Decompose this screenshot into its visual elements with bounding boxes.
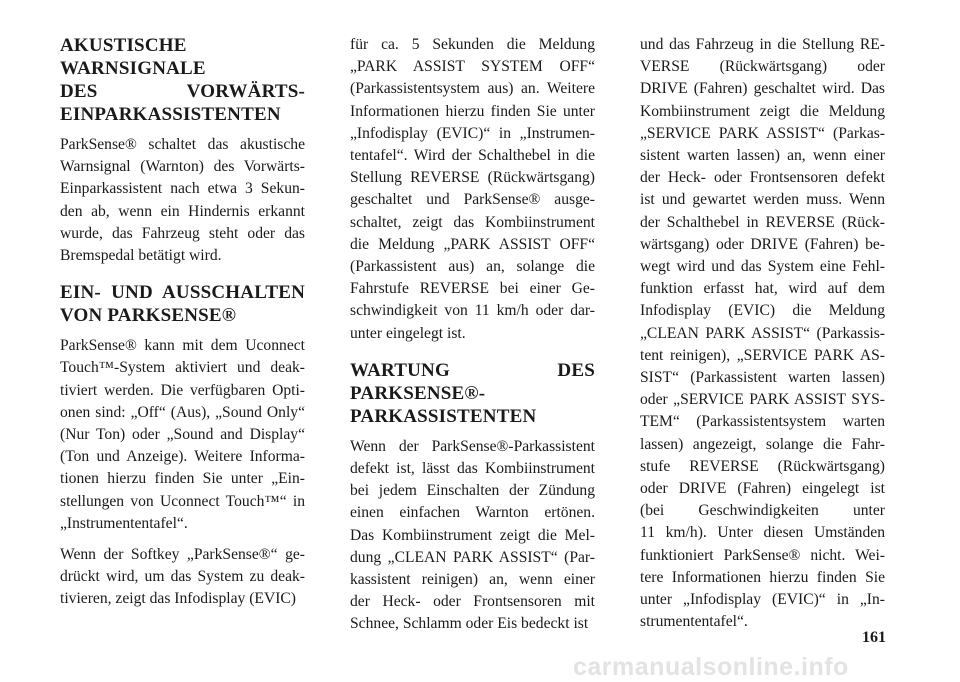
- text-line: funktioniert ParkSense® nicht. Wei-: [640, 546, 885, 564]
- body-paragraph: [60, 134, 305, 267]
- text-line: ParkSense® schaltet das akustische: [60, 136, 305, 153]
- text-line: oder DRIVE (Fahren) eingelegt ist: [640, 480, 885, 498]
- text-line: ist und gewartet werden muss. Wenn: [640, 191, 885, 209]
- text-line: 11 km/h). Unter diesen Umständen: [640, 524, 885, 542]
- text-line: EIN- UND AUSSCHALTEN: [60, 282, 305, 304]
- body-paragraph: [350, 34, 595, 345]
- text-line: (Parkassistentsystem aus) an. Weitere: [350, 80, 595, 98]
- text-line: „CLEAN PARK ASSIST“ (Parkassis-: [640, 324, 885, 342]
- text-line: stufe REVERSE (Rückwärtsgang): [640, 457, 885, 475]
- text-line: Bremspedal betätigt wird.: [60, 247, 222, 265]
- text-line: wegt wird und das System eine Fehl-: [640, 258, 885, 276]
- body-paragraph: [60, 544, 305, 611]
- section-heading: [60, 281, 305, 327]
- text-line: EINPARKASSISTENTEN: [60, 104, 281, 125]
- text-line: der Heck- oder Frontsensoren defekt: [640, 169, 885, 187]
- text-line: der Schalthebel in REVERSE (Rück-: [640, 213, 885, 231]
- text-line: (Parkassistent aus) an, solange die: [350, 258, 595, 276]
- text-line: sistent warten lassen) an, wenn einer: [640, 147, 885, 165]
- text-line: die Meldung „PARK ASSIST OFF“: [350, 235, 595, 253]
- text-line: VON PARKSENSE®: [60, 305, 237, 327]
- text-line: WARTUNG DES: [350, 359, 595, 381]
- text-line: ParkSense® kann mit dem Uconnect: [60, 337, 305, 355]
- text-column-3: [640, 34, 885, 642]
- text-line: Stellung REVERSE (Rückwärtsgang): [350, 169, 595, 187]
- text-line: Fahrstufe REVERSE bei einer Ge-: [350, 280, 595, 298]
- text-line: geschaltet und ParkSense® ausge-: [350, 191, 595, 209]
- text-line: „Infodisplay (EVIC)“ in „Instrumen-: [350, 124, 595, 142]
- text-line: lassen) angezeigt, solange die Fahr-: [640, 435, 885, 453]
- text-line: tere Informationen hierzu finden Sie: [640, 568, 885, 586]
- text-line: tivieren, zeigt das Infodisplay (EVIC): [60, 590, 297, 608]
- text-line: Wenn der ParkSense®-Parkassistent: [350, 437, 595, 455]
- text-line: bei jedem Einschalten der Zündung: [350, 482, 595, 500]
- text-line: VERSE (Rückwärtsgang) oder: [640, 58, 885, 76]
- text-line: Warnsignal (Warnton) des Vorwärts-: [60, 158, 305, 176]
- text-line: Einparkassistent nach etwa 3 Sekun-: [60, 180, 305, 198]
- section-heading: [60, 34, 305, 126]
- section-heading: [350, 359, 595, 428]
- text-line: (bei Geschwindigkeiten unter: [640, 502, 885, 520]
- watermark-text: carmanualsonline.info: [573, 653, 849, 681]
- text-line: Informationen hierzu finden Sie unter: [350, 102, 595, 120]
- text-line: DES VORWÄRTS-: [60, 81, 305, 102]
- page-number: 161: [862, 629, 886, 646]
- text-line: (Ton und Anzeige). Weitere Informa-: [60, 448, 305, 466]
- text-line: „Instrumententafel“.: [60, 514, 188, 532]
- text-line: (Nur Ton) oder „Sound and Display“: [60, 426, 305, 444]
- text-line: TEM“ (Parkassistentsystem warten: [640, 413, 885, 431]
- body-paragraph: [60, 335, 305, 535]
- text-line: Kombiinstrument zeigt die Meldung: [640, 102, 885, 120]
- text-line: unter eingelegt ist.: [350, 324, 466, 342]
- text-line: kassistent reinigen) an, wenn einer: [350, 571, 595, 589]
- text-column-1: [60, 34, 305, 620]
- text-line: dung „CLEAN PARK ASSIST“ (Par-: [350, 548, 595, 566]
- text-line: den ab, wenn ein Hindernis erkannt: [60, 202, 305, 220]
- text-line: und das Fahrzeug in die Stellung RE-: [640, 36, 885, 53]
- text-line: PARKSENSE®-: [350, 382, 486, 404]
- text-line: oder „SERVICE PARK ASSIST SYS-: [640, 391, 885, 409]
- text-line: schwindigkeit von 11 km/h oder dar-: [350, 302, 595, 320]
- text-column-2: [350, 34, 595, 645]
- text-line: „SERVICE PARK ASSIST“ (Parkas-: [640, 124, 885, 142]
- text-line: Das Kombiinstrument zeigt die Mel-: [350, 526, 595, 544]
- text-line: drückt wird, um das System zu deak-: [60, 568, 305, 586]
- text-line: stellungen von Uconnect Touch™“ in: [60, 492, 305, 510]
- text-line: Schnee, Schlamm oder Eis bedeckt ist: [350, 615, 589, 633]
- text-line: tiviert werden. Die verfügbaren Opti-: [60, 381, 305, 399]
- text-line: wärtsgang) oder DRIVE (Fahren) be-: [640, 235, 885, 253]
- text-line: WARNSIGNALE: [60, 58, 206, 79]
- text-line: für ca. 5 Sekunden die Meldung: [350, 36, 595, 53]
- body-paragraph: [350, 436, 595, 636]
- body-paragraph: [640, 34, 885, 633]
- text-line: strumententafel“.: [640, 613, 748, 631]
- text-line: schaltet, zeigt das Kombiinstrument: [350, 213, 595, 231]
- text-line: tent reinigen), „SERVICE PARK AS-: [640, 346, 885, 364]
- text-line: DRIVE (Fahren) geschaltet wird. Das: [640, 80, 885, 98]
- text-line: Wenn der Softkey „ParkSense®“ ge-: [60, 546, 305, 564]
- text-line: defekt ist, lässt das Kombiinstrument: [350, 460, 595, 478]
- text-line: Infodisplay (EVIC) die Meldung: [640, 302, 885, 320]
- text-line: einen einfachen Warnton ertönen.: [350, 504, 595, 522]
- text-line: AKUSTISCHE: [60, 35, 187, 56]
- text-line: wurde, das Fahrzeug steht oder das: [60, 224, 305, 242]
- text-line: onen sind: „Off“ (Aus), „Sound Only“: [60, 403, 305, 421]
- text-line: tionen hierzu finden Sie unter „Ein-: [60, 470, 305, 488]
- text-line: SIST“ (Parkassistent warten lassen): [640, 369, 885, 387]
- text-line: funktion erfasst hat, wird auf dem: [640, 280, 885, 298]
- text-line: der Heck- oder Frontsensoren mit: [350, 593, 595, 611]
- text-line: unter „Infodisplay (EVIC)“ in „In-: [640, 591, 885, 609]
- text-line: Touch™-System aktiviert und deak-: [60, 359, 305, 377]
- text-line: tentafel“. Wird der Schalthebel in die: [350, 147, 595, 165]
- text-line: PARKASSISTENTEN: [350, 405, 537, 427]
- text-line: „PARK ASSIST SYSTEM OFF“: [350, 58, 595, 76]
